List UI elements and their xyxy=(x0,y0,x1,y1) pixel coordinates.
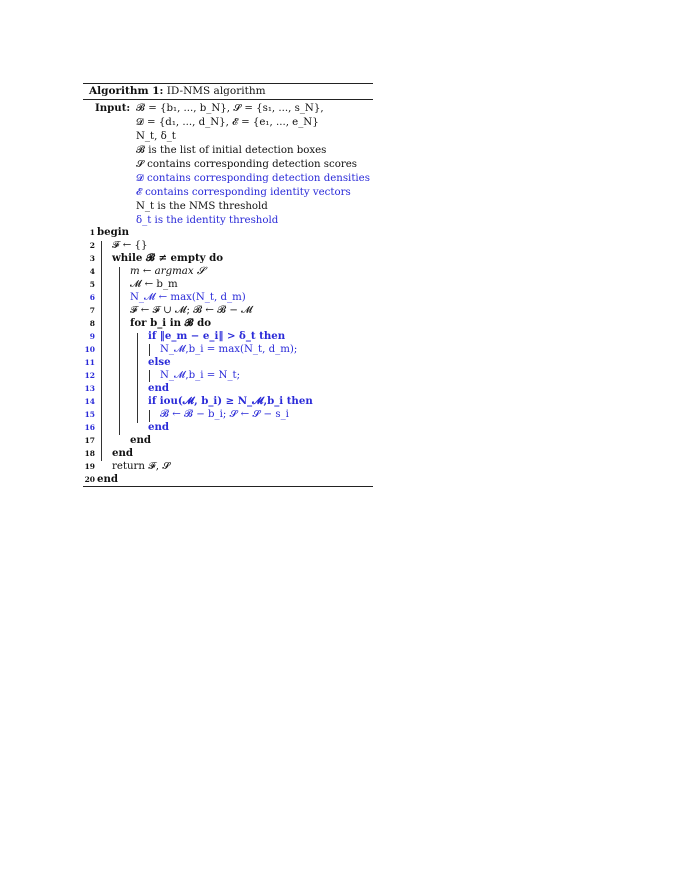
line-number: 7 xyxy=(89,306,95,315)
step-end-for: end xyxy=(130,434,152,446)
line-number: 15 xyxy=(84,410,95,419)
step-threshold-nt: N_𝓜,b_i = N_t; xyxy=(160,370,241,381)
input-line-5: 𝓢 contains corresponding detection scores xyxy=(136,159,357,170)
top-rule xyxy=(83,83,373,84)
input-line-3: N_t, δ_t xyxy=(136,131,176,142)
step-end-if-1: end xyxy=(148,382,170,394)
step-density-threshold: N_𝓜 ← max(N_t, d_m) xyxy=(130,292,246,303)
line-number: 1 xyxy=(89,228,95,237)
line-number: 10 xyxy=(84,345,95,354)
step-end-if-2: end xyxy=(148,421,170,433)
caption-label: Algorithm 1: xyxy=(89,85,164,97)
step-threshold-max: N_𝓜,b_i = max(N_t, d_m); xyxy=(160,344,298,355)
line-number: 20 xyxy=(84,475,95,484)
line-number: 2 xyxy=(89,241,95,250)
input-label: Input: xyxy=(95,102,131,114)
caption-title: ID-NMS algorithm xyxy=(166,85,266,97)
step-if-identity: if ‖e_m − e_i‖ > δ_t then xyxy=(148,330,286,342)
input-line-7: 𝓔 contains corresponding identity vectors xyxy=(136,187,351,198)
step-init-f: 𝓕 ← {} xyxy=(112,240,148,251)
step-end-begin: end xyxy=(97,473,119,485)
for-scope-bar xyxy=(137,333,138,423)
while-scope-bar xyxy=(119,267,120,435)
algorithm-caption xyxy=(89,85,266,97)
step-return: return 𝓕, 𝓢 xyxy=(112,461,171,472)
line-number: 14 xyxy=(84,397,95,406)
step-update-sets: 𝓕 ← 𝓕 ∪ 𝓜; 𝓑 ← 𝓑 − 𝓜 xyxy=(130,305,253,316)
line-number: 11 xyxy=(84,358,95,367)
line-number: 5 xyxy=(89,280,95,289)
line-number: 8 xyxy=(89,319,95,328)
input-line-4: 𝓑 is the list of initial detection boxes xyxy=(136,145,327,156)
line-number: 9 xyxy=(89,332,95,341)
input-line-9: δ_t is the identity threshold xyxy=(136,215,279,226)
input-line-6: 𝓓 contains corresponding detection densities xyxy=(136,173,370,184)
line-number: 19 xyxy=(84,462,95,471)
step-if-iou: if iou(𝓜, b_i) ≥ N_𝓜,b_i then xyxy=(148,395,313,407)
begin-scope-bar xyxy=(101,241,102,461)
line-number: 12 xyxy=(84,371,95,380)
line-number: 13 xyxy=(84,384,95,393)
line-number: 6 xyxy=(89,293,95,302)
step-for: for b_i in 𝓑 do xyxy=(130,317,211,329)
mid-rule xyxy=(83,99,373,100)
step-remove-box: 𝓑 ← 𝓑 − b_i; 𝓢 ← 𝓢 − s_i xyxy=(160,409,289,420)
input-line-2: 𝓓 = {d₁, ..., d_N}, 𝓔 = {e₁, ..., e_N} xyxy=(136,117,319,128)
step-end-while: end xyxy=(112,447,134,459)
line-number: 4 xyxy=(89,267,95,276)
step-assign-m: 𝓜 ← b_m xyxy=(130,279,178,290)
step-begin: begin xyxy=(97,226,130,238)
line-number: 18 xyxy=(84,449,95,458)
step-argmax: m ← argmax 𝓢 xyxy=(130,266,205,277)
line-number: 3 xyxy=(89,254,95,263)
bottom-rule xyxy=(83,486,373,487)
step-while: while 𝓑 ≠ empty do xyxy=(112,252,224,264)
line-number: 17 xyxy=(84,436,95,445)
line-number: 16 xyxy=(84,423,95,432)
input-line-8: N_t is the NMS threshold xyxy=(136,201,268,212)
else-scope-bar xyxy=(149,370,150,382)
step-else: else xyxy=(148,356,171,368)
if-scope-bar-1 xyxy=(149,344,150,356)
input-line-1: 𝓑 = {b₁, ..., b_N}, 𝓢 = {s₁, ..., s_N}, xyxy=(136,103,324,114)
